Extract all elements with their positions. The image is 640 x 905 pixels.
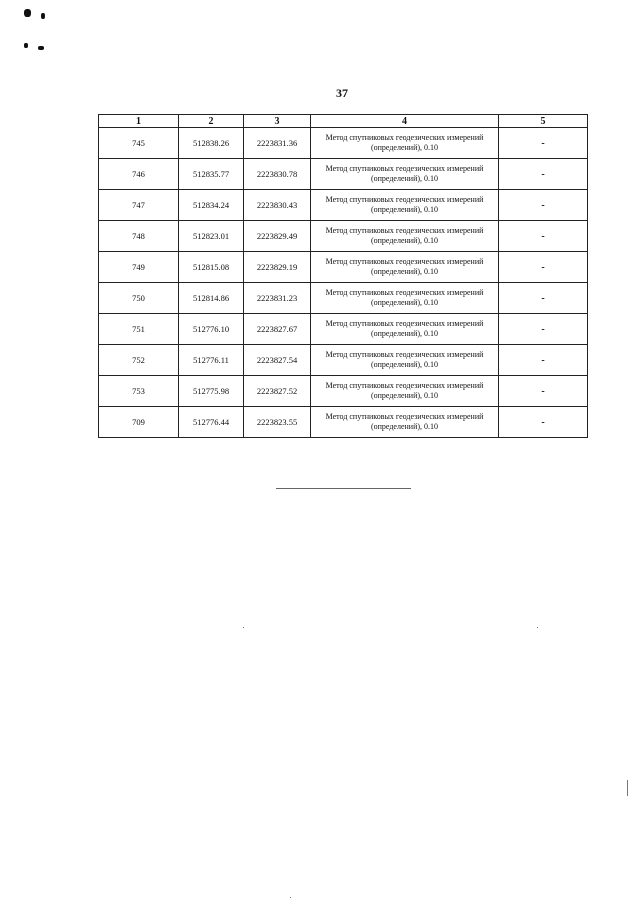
description-cell: - bbox=[499, 376, 588, 407]
point-number-cell: 750 bbox=[99, 283, 179, 314]
point-number-cell: 749 bbox=[99, 252, 179, 283]
column-header: 5 bbox=[499, 115, 588, 128]
column-header: 4 bbox=[311, 115, 499, 128]
description-cell: - bbox=[499, 128, 588, 159]
scan-speck bbox=[537, 627, 538, 628]
scan-speck bbox=[290, 897, 291, 898]
point-number-cell: 751 bbox=[99, 314, 179, 345]
end-of-section-divider bbox=[276, 488, 411, 489]
point-number-cell: 709 bbox=[99, 407, 179, 438]
x-coordinate-cell: 512776.10 bbox=[179, 314, 244, 345]
x-coordinate-cell: 512835.77 bbox=[179, 159, 244, 190]
description-cell: - bbox=[499, 190, 588, 221]
x-coordinate-cell: 512814.86 bbox=[179, 283, 244, 314]
y-coordinate-cell: 2223830.78 bbox=[244, 159, 311, 190]
y-coordinate-cell: 2223831.36 bbox=[244, 128, 311, 159]
description-cell: - bbox=[499, 345, 588, 376]
table-row bbox=[99, 283, 588, 314]
table-row bbox=[99, 128, 588, 159]
column-header: 2 bbox=[179, 115, 244, 128]
description-cell: - bbox=[499, 252, 588, 283]
y-coordinate-cell: 2223830.43 bbox=[244, 190, 311, 221]
point-number-cell: 752 bbox=[99, 345, 179, 376]
y-coordinate-cell: 2223829.19 bbox=[244, 252, 311, 283]
column-header: 3 bbox=[244, 115, 311, 128]
scan-artifact bbox=[24, 43, 28, 48]
method-cell: Метод спутниковых геодезических измерений (определений), 0.10 bbox=[311, 159, 499, 190]
table-row bbox=[99, 407, 588, 438]
point-number-cell: 745 bbox=[99, 128, 179, 159]
method-cell: Метод спутниковых геодезических измерений (определений), 0.10 bbox=[311, 128, 499, 159]
table-row bbox=[99, 190, 588, 221]
x-coordinate-cell: 512838.26 bbox=[179, 128, 244, 159]
point-number-cell: 746 bbox=[99, 159, 179, 190]
method-cell: Метод спутниковых геодезических измерений (определений), 0.10 bbox=[311, 345, 499, 376]
x-coordinate-cell: 512834.24 bbox=[179, 190, 244, 221]
page-number: 37 bbox=[336, 86, 348, 100]
table-row bbox=[99, 221, 588, 252]
y-coordinate-cell: 2223823.55 bbox=[244, 407, 311, 438]
column-header: 1 bbox=[99, 115, 179, 128]
scan-speck bbox=[243, 627, 244, 628]
description-cell: - bbox=[499, 407, 588, 438]
description-cell: - bbox=[499, 159, 588, 190]
table-header-row bbox=[99, 115, 588, 128]
method-cell: Метод спутниковых геодезических измерений (определений), 0.10 bbox=[311, 221, 499, 252]
y-coordinate-cell: 2223829.49 bbox=[244, 221, 311, 252]
description-cell: - bbox=[499, 283, 588, 314]
scan-speck bbox=[627, 780, 628, 796]
description-cell: - bbox=[499, 314, 588, 345]
method-cell: Метод спутниковых геодезических измерений (определений), 0.10 bbox=[311, 314, 499, 345]
scan-artifact bbox=[24, 9, 31, 17]
point-number-cell: 748 bbox=[99, 221, 179, 252]
point-number-cell: 753 bbox=[99, 376, 179, 407]
table-row bbox=[99, 314, 588, 345]
scan-artifact bbox=[38, 46, 44, 50]
x-coordinate-cell: 512776.44 bbox=[179, 407, 244, 438]
y-coordinate-cell: 2223827.54 bbox=[244, 345, 311, 376]
x-coordinate-cell: 512775.98 bbox=[179, 376, 244, 407]
method-cell: Метод спутниковых геодезических измерений (определений), 0.10 bbox=[311, 376, 499, 407]
x-coordinate-cell: 512776.11 bbox=[179, 345, 244, 376]
y-coordinate-cell: 2223827.52 bbox=[244, 376, 311, 407]
point-number-cell: 747 bbox=[99, 190, 179, 221]
x-coordinate-cell: 512823.01 bbox=[179, 221, 244, 252]
table-row bbox=[99, 345, 588, 376]
table-row bbox=[99, 376, 588, 407]
method-cell: Метод спутниковых геодезических измерений (определений), 0.10 bbox=[311, 252, 499, 283]
description-cell: - bbox=[499, 221, 588, 252]
y-coordinate-cell: 2223827.67 bbox=[244, 314, 311, 345]
x-coordinate-cell: 512815.08 bbox=[179, 252, 244, 283]
method-cell: Метод спутниковых геодезических измерений (определений), 0.10 bbox=[311, 190, 499, 221]
y-coordinate-cell: 2223831.23 bbox=[244, 283, 311, 314]
method-cell: Метод спутниковых геодезических измерений (определений), 0.10 bbox=[311, 283, 499, 314]
method-cell: Метод спутниковых геодезических измерений (определений), 0.10 bbox=[311, 407, 499, 438]
scan-artifact bbox=[41, 13, 45, 19]
coordinates-table bbox=[98, 114, 588, 438]
table-row bbox=[99, 159, 588, 190]
table-row bbox=[99, 252, 588, 283]
